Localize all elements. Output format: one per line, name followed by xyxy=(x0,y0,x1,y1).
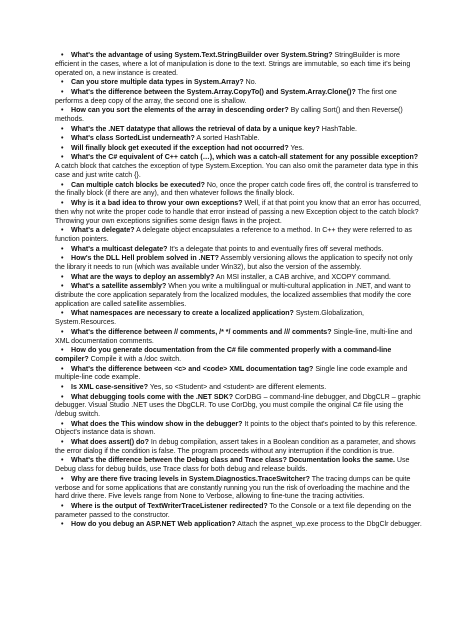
answer-text: System.Globalization, System.Resources. xyxy=(55,310,364,327)
bullet-icon: • xyxy=(61,420,64,428)
question-text: What's the advantage of using System.Text.StringBuilder over System.String? xyxy=(71,52,333,59)
list-item xyxy=(55,200,422,226)
bullet-icon: • xyxy=(61,107,64,115)
question-text: What's the C# equivalent of C++ catch (…), which was a catch-all statement for any possible exception? xyxy=(71,154,419,162)
bullet-icon: • xyxy=(61,283,64,291)
list-item xyxy=(55,521,422,530)
list-item xyxy=(55,329,422,347)
answer-text: An MSI installer, a CAB archive, and XCOPY command. xyxy=(214,273,391,281)
answer-text: It points to the object that's pointed to by this reference. Object's instance data is shown. xyxy=(55,420,417,437)
bullet-icon: • xyxy=(61,439,64,447)
question-text: What's a delegate? xyxy=(71,227,135,235)
question-text: How can you sort the elements of the array in descending order? xyxy=(71,107,289,115)
question-text: How do you debug an ASP.NET Web application? xyxy=(71,521,236,529)
bullet-icon: • xyxy=(61,88,64,96)
answer-text: It's a delegate that points to and eventually fires off several methods. xyxy=(167,245,384,253)
answer-text: Use Debug class for debug builds, use Trace class for both debug and release builds. xyxy=(55,457,410,474)
list-item xyxy=(55,145,422,154)
question-text: Where is the output of TextWriterTraceListener redirected? xyxy=(71,503,268,511)
answer-text: Single line code example and multiple-line code example. xyxy=(55,365,408,382)
question-text: What's the .NET datatype that allows the retrieval of data by a unique key? xyxy=(71,125,320,133)
bullet-icon: • xyxy=(61,328,64,336)
answer-text: No, once the proper catch code fires off, the control is transferred to the finally block (if there are any), and then whatever follows the finally block. xyxy=(55,181,418,198)
list-item xyxy=(55,503,422,521)
answer-text: StringBuilder is more efficient in the cases, where a lot of manipulation is done to the text. Strings are immutable, so each time it's being operated on, a new instance is created. xyxy=(55,52,411,77)
list-item xyxy=(55,439,422,457)
answer-text: To the Console or a text file depending on the parameter passed to the constructor. xyxy=(55,503,412,519)
list-item xyxy=(55,310,422,328)
bullet-icon: • xyxy=(61,383,64,391)
list-item xyxy=(55,394,422,420)
question-text: Can you store multiple data types in System.Array? xyxy=(71,79,244,87)
bullet-icon: • xyxy=(61,227,64,235)
bullet-icon: • xyxy=(61,310,64,318)
bullet-icon: • xyxy=(61,393,64,401)
bullet-icon: • xyxy=(61,457,64,465)
answer-text: Well, if at that point you know that an error has occurred, then why not write the proper code to handle that error instead of passing a new Exception object to the catch block? Throwing your own exceptions signifies some design flaws in the project. xyxy=(55,200,421,225)
answer-text: Compile it with a /doc switch. xyxy=(88,355,182,363)
question-text: What debugging tools come with the .NET SDK? xyxy=(71,393,234,401)
bullet-icon: • xyxy=(61,245,64,253)
question-text: What's the difference between the Debug class and Trace class? Documentation looks the same. xyxy=(71,457,395,465)
bullet-icon: • xyxy=(61,365,64,373)
list-item xyxy=(55,255,422,273)
list-item xyxy=(55,79,422,88)
list-item xyxy=(55,366,422,384)
question-text: What does assert() do? xyxy=(71,439,149,447)
answer-text: Yes, so <Student> and <student> are different elements. xyxy=(148,383,327,391)
question-text: What's a satellite assembly? xyxy=(71,283,167,291)
bullet-icon: • xyxy=(61,200,64,208)
answer-text: The tracing dumps can be quite verbose and for some applications that are constantly running you run the risk of overloading the machine and the hard drive there. Five levels range from None to Verbose, allowing to fine-tune the tracing activities. xyxy=(55,475,411,501)
list-item xyxy=(55,182,422,200)
question-text: What's a multicast delegate? xyxy=(71,245,168,253)
answer-text: Assembly versioning allows the application to specify not only the library it needs to run (which was available under Win32), but also the version of the assembly. xyxy=(55,255,413,271)
bullet-icon: • xyxy=(61,154,64,162)
bullet-icon: • xyxy=(61,475,64,483)
bullet-icon: • xyxy=(61,79,64,87)
list-item xyxy=(55,135,422,144)
bullet-icon: • xyxy=(61,503,64,511)
answer-text: When you write a multilingual or multi-cultural application in .NET, and want to distribute the core application separately from the localized modules, the localized assemblies that modify the core application are called satellite assemblies. xyxy=(55,283,412,308)
question-text: What's the difference between // comments, /* */ comments and /// comments? xyxy=(71,328,332,336)
list-item xyxy=(55,107,422,125)
list-item xyxy=(55,89,422,107)
answer-text: By calling Sort() and then Reverse() methods. xyxy=(55,107,403,123)
bullet-icon: • xyxy=(61,52,64,59)
question-text: What's the difference between the System.Array.CopyTo() and System.Array.Clone()? xyxy=(71,88,356,96)
list-item xyxy=(55,126,422,135)
list-item xyxy=(55,283,422,309)
question-text: Can multiple catch blocks be executed? xyxy=(71,181,205,189)
answer-text: A delegate object encapsulates a reference to a method. In C++ they were referred to as function pointers. xyxy=(55,227,412,243)
list-item xyxy=(55,227,422,245)
question-text: How do you generate documentation from the C# file commented properly with a command-line compiler? xyxy=(55,347,392,363)
bullet-icon: • xyxy=(61,521,64,529)
answer-text: The first one performs a deep copy of the array, the second one is shallow. xyxy=(55,88,397,105)
question-text: What does the This window show in the debugger? xyxy=(71,420,243,428)
question-text: How's the DLL Hell problem solved in .NET? xyxy=(71,255,219,263)
list-item xyxy=(55,347,422,365)
list-item xyxy=(55,457,422,475)
answer-text: Single-line, multi-line and XML documentation comments. xyxy=(55,328,413,345)
question-text: What's the difference between <c> and <code> XML documentation tag? xyxy=(71,365,314,373)
qa-list xyxy=(55,52,422,530)
question-text: What namespaces are necessary to create a localized application? xyxy=(71,310,294,318)
answer-text: Yes. xyxy=(288,144,304,152)
bullet-icon: • xyxy=(61,135,64,143)
bullet-icon: • xyxy=(61,125,64,133)
bullet-icon: • xyxy=(61,181,64,189)
list-item xyxy=(55,246,422,255)
question-text: What's class SortedList underneath? xyxy=(71,135,195,143)
bullet-icon: • xyxy=(61,144,64,152)
question-text: What are the ways to deploy an assembly? xyxy=(71,273,215,281)
list-item xyxy=(55,476,422,502)
question-text: Why are there five tracing levels in System.Diagnostics.TraceSwitcher? xyxy=(71,475,310,483)
answer-text: A sorted HashTable. xyxy=(194,135,260,143)
list-item xyxy=(55,274,422,283)
answer-text: No. xyxy=(243,79,257,87)
list-item xyxy=(55,421,422,439)
question-text: Is XML case-sensitive? xyxy=(71,383,149,391)
bullet-icon: • xyxy=(61,255,64,263)
answer-text: In debug compilation, assert takes in a Boolean condition as a parameter, and shows the error dialog if the condition is false. The program proceeds without any interruption if the condition is true. xyxy=(55,439,416,455)
bullet-icon: • xyxy=(61,273,64,281)
list-item xyxy=(55,52,422,78)
answer-text: A catch block that catches the exception of type System.Exception. You can also omit the parameter data type in this case and just write catch {}. xyxy=(55,163,419,179)
answer-text: CorDBG – command-line debugger, and DbgCLR – graphic debugger. Visual Studio .NET uses the DbgCLR. To use CorDbg, you must compile the original C# file using the /debug switch. xyxy=(55,393,421,419)
question-text: Will finally block get executed if the exception had not occurred? xyxy=(71,144,289,152)
list-item xyxy=(55,384,422,393)
question-text: Why is it a bad idea to throw your own exceptions? xyxy=(71,200,243,208)
answer-text: Attach the aspnet_wp.exe process to the DbgClr debugger. xyxy=(235,521,422,529)
bullet-icon: • xyxy=(61,347,64,355)
answer-text: HashTable. xyxy=(319,125,357,133)
list-item xyxy=(55,154,422,180)
